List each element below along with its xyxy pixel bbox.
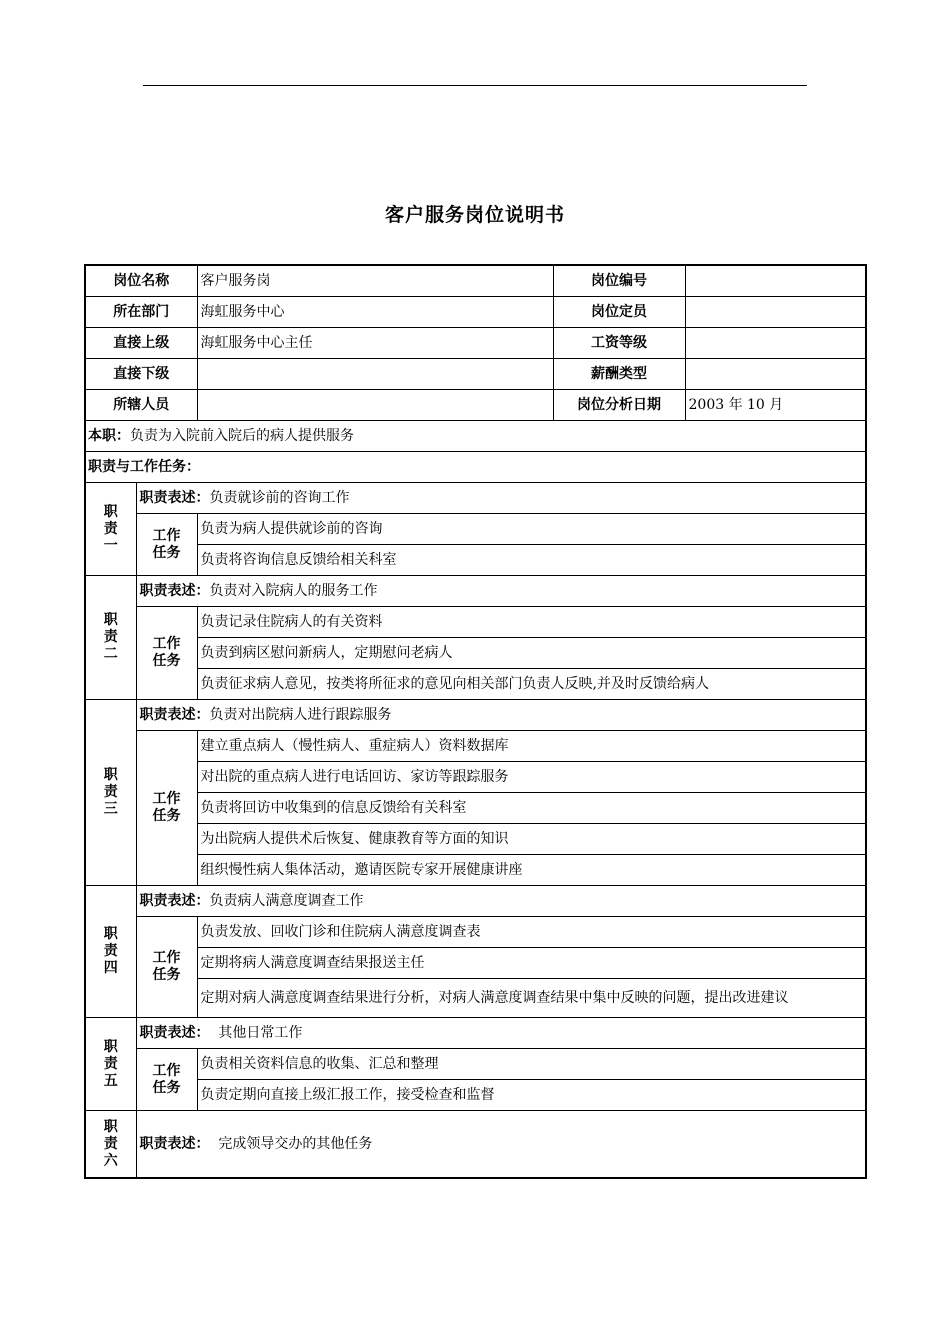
quota-label: 岗位定员 (553, 297, 685, 328)
analysis-date-value: 2003 年 10 月 (685, 390, 866, 421)
duty-5-task-1: 负责相关资料信息的收集、汇总和整理 (197, 1049, 866, 1080)
info-row-dept (85, 297, 866, 328)
duty-3-task-5: 组织慢性病人集体活动，邀请医院专家开展健康讲座 (197, 855, 866, 886)
superior-value: 海虹服务中心主任 (197, 328, 553, 359)
duty-6-statement-row (85, 1111, 866, 1179)
duty-2-task-3: 负责征求病人意见，按类将所征求的意见向相关部门负责人反映,并及时反馈给病人 (197, 669, 866, 700)
document-title: 客户服务岗位说明书 (384, 204, 565, 226)
duty-6-statement: 完成领导交办的其他任务 (209, 1135, 373, 1152)
analysis-date-label: 岗位分析日期 (553, 390, 685, 421)
duty-3-task-2: 对出院的重点病人进行电话回访、家访等跟踪服务 (197, 762, 866, 793)
duty-3-task-row (85, 824, 866, 855)
duty-1-task-1: 负责为病人提供就诊前的咨询 (197, 514, 866, 545)
post-no-label: 岗位编号 (553, 265, 685, 297)
duty-4-statement: 负责病人满意度调查工作 (209, 892, 364, 909)
duty-3-task-1: 建立重点病人（慢性病人、重症病人）资料数据库 (197, 731, 866, 762)
subordinate-value (197, 359, 553, 390)
duty-2-task-row (85, 638, 866, 669)
post-name-value: 客户服务岗 (197, 265, 553, 297)
duty-1-task-row (85, 545, 866, 576)
info-row-staff (85, 390, 866, 421)
duty-1-statement-row (85, 483, 866, 514)
duty-5-statement-row (85, 1018, 866, 1049)
duty-6-name: 职 责 六 (85, 1111, 136, 1179)
duty-3-task-4: 为出院病人提供术后恢复、健康教育等方面的知识 (197, 824, 866, 855)
duty-2-task-label: 工作 任务 (136, 607, 197, 700)
wage-value (685, 328, 866, 359)
duty-4-task-2: 定期将病人满意度调查结果报送主任 (197, 948, 866, 979)
duties-header-row (85, 452, 866, 483)
duty-3-statement-label: 职责表述： (139, 706, 210, 723)
duty-5-task-row (85, 1049, 866, 1080)
job-description-table (84, 264, 867, 1179)
duty-2-statement: 负责对入院病人的服务工作 (209, 582, 378, 599)
duty-5-name: 职 责 五 (85, 1018, 136, 1111)
duty-6-statement-label: 职责表述： (139, 1135, 210, 1152)
duty-4-task-label: 工作 任务 (136, 917, 197, 1018)
quota-value (685, 297, 866, 328)
duty-3-task-label: 工作 任务 (136, 731, 197, 886)
duty-4-task-row (85, 979, 866, 1018)
pay-type-value (685, 359, 866, 390)
duty-4-task-1: 负责发放、回收门诊和住院病人满意度调查表 (197, 917, 866, 948)
duty-5-statement-label: 职责表述： (139, 1024, 210, 1041)
duty-2-statement-row (85, 576, 866, 607)
duty-4-task-3: 定期对病人满意度调查结果进行分析，对病人满意度调查结果中集中反映的问题，提出改进建议 (197, 979, 866, 1018)
post-no-value (685, 265, 866, 297)
duty-3-task-3: 负责将回访中收集到的信息反馈给有关科室 (197, 793, 866, 824)
dept-label: 所在部门 (85, 297, 197, 328)
duty-4-statement-row (85, 886, 866, 917)
post-name-label: 岗位名称 (85, 265, 197, 297)
duty-1-task-2: 负责将咨询信息反馈给相关科室 (197, 545, 866, 576)
duties-header: 职责与工作任务： (85, 452, 866, 483)
duty-5-task-row (85, 1080, 866, 1111)
summary-row (85, 421, 866, 452)
duty-5-statement: 其他日常工作 (209, 1024, 303, 1041)
dept-value: 海虹服务中心 (197, 297, 553, 328)
info-row-superior (85, 328, 866, 359)
staff-label: 所辖人员 (85, 390, 197, 421)
duty-2-task-row (85, 607, 866, 638)
duty-1-name: 职 责 一 (85, 483, 136, 576)
header-rule (143, 85, 807, 86)
duty-2-task-2: 负责到病区慰问新病人，定期慰问老病人 (197, 638, 866, 669)
duty-1-task-label: 工作 任务 (136, 514, 197, 576)
superior-label: 直接上级 (85, 328, 197, 359)
duty-2-name: 职 责 二 (85, 576, 136, 700)
duty-3-task-row (85, 762, 866, 793)
staff-value (197, 390, 553, 421)
wage-label: 工资等级 (553, 328, 685, 359)
duty-4-task-row (85, 948, 866, 979)
duty-1-statement-label: 职责表述： (139, 489, 210, 506)
info-row-subordinate (85, 359, 866, 390)
subordinate-label: 直接下级 (85, 359, 197, 390)
duty-1-task-row (85, 514, 866, 545)
summary-label: 本职： (88, 427, 130, 444)
duty-2-statement-label: 职责表述： (139, 582, 210, 599)
pay-type-label: 薪酬类型 (553, 359, 685, 390)
duty-3-statement-row (85, 700, 866, 731)
duty-3-statement: 负责对出院病人进行跟踪服务 (209, 706, 392, 723)
duty-4-name: 职 责 四 (85, 886, 136, 1018)
duty-1-statement: 负责就诊前的咨询工作 (209, 489, 350, 506)
duty-2-task-row (85, 669, 866, 700)
info-row-post-name (85, 265, 866, 297)
summary-text: 负责为入院前入院后的病人提供服务 (130, 427, 354, 444)
duty-3-task-row (85, 731, 866, 762)
duty-5-task-label: 工作 任务 (136, 1049, 197, 1111)
duty-4-statement-label: 职责表述： (139, 892, 210, 909)
duty-2-task-1: 负责记录住院病人的有关资料 (197, 607, 866, 638)
duty-3-task-row (85, 793, 866, 824)
duty-4-task-row (85, 917, 866, 948)
duty-5-task-2: 负责定期向直接上级汇报工作，接受检查和监督 (197, 1080, 866, 1111)
duty-3-name: 职 责 三 (85, 700, 136, 886)
duty-3-task-row (85, 855, 866, 886)
